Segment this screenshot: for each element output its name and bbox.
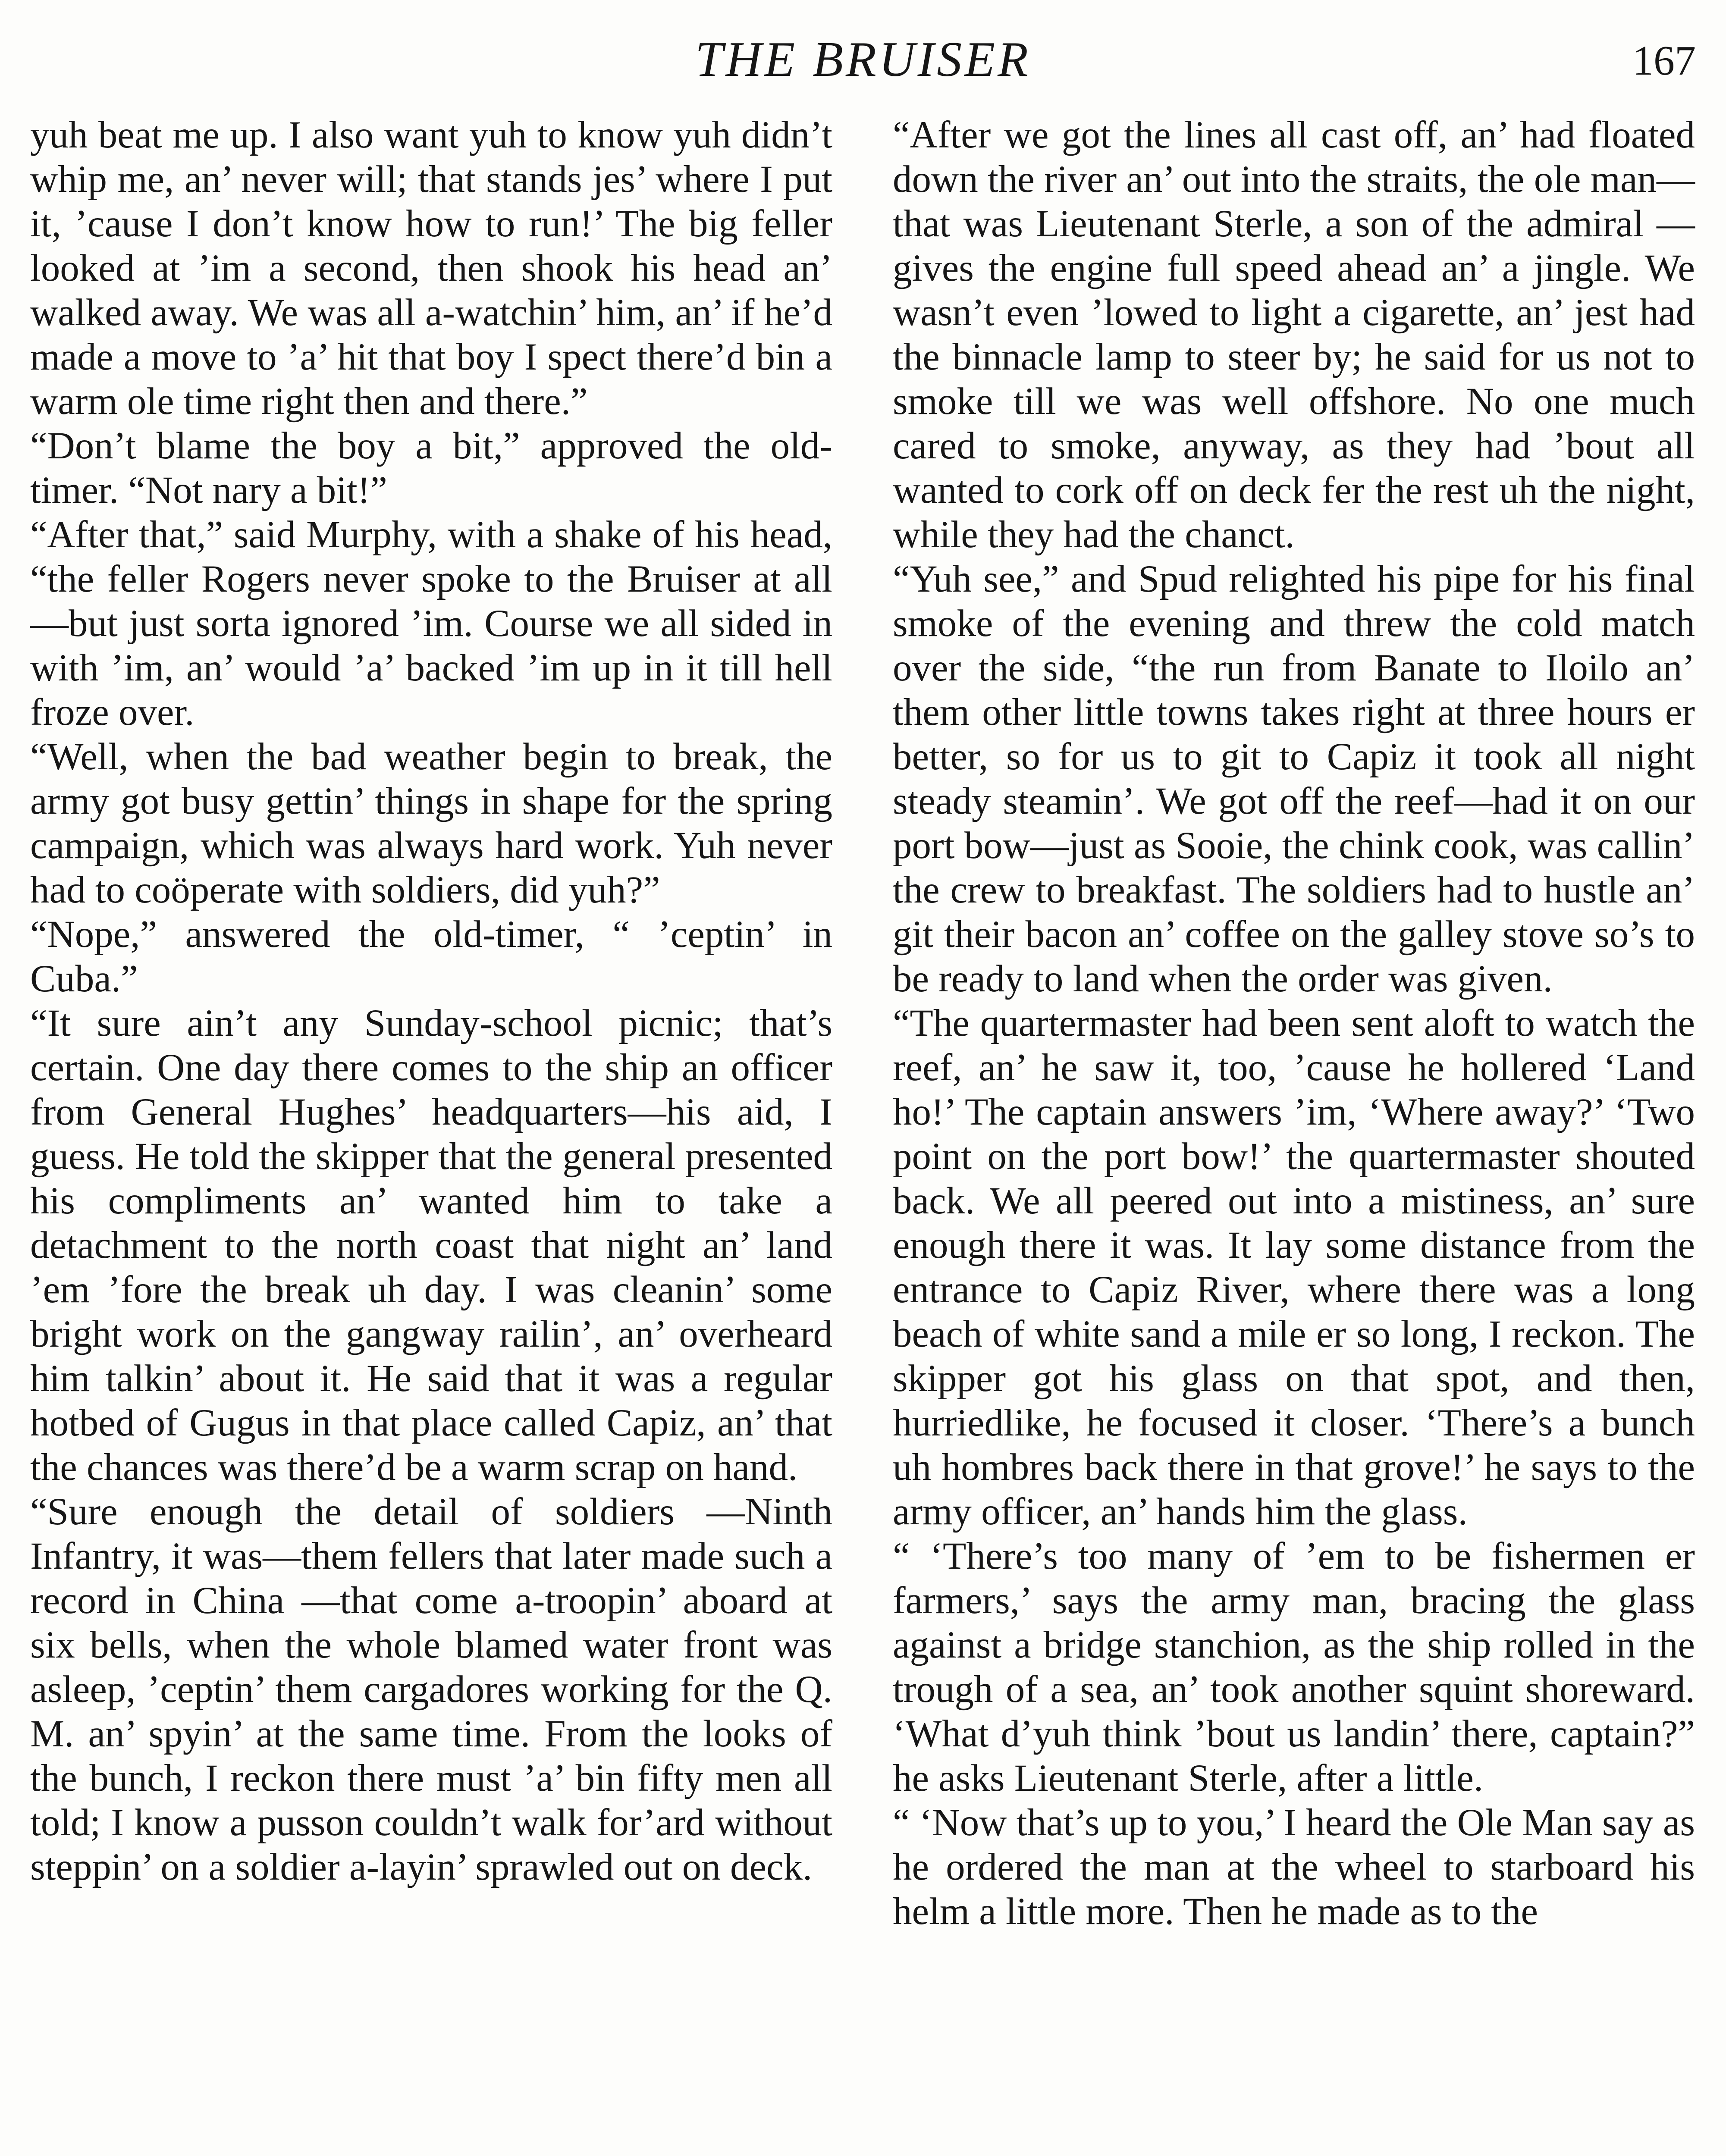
paragraph: “The quartermaster had been sent aloft to watch the reef, an’ he saw it, too, ’cause he hollered ‘Land ho!’ The captain answers ’im, ‘Where away?’ ‘Two point on the port bow!’ the quartermaster shouted back. We all peered out into a mistiness, an’ sure enough there it was. It lay some distance from the entrance to Capiz River, where there was a long beach of white sand a mile er so long, I reckon. The skipper got his glass on that spot, and then, hurriedlike, he focused it closer. ‘There’s a bunch uh hombres back there in that grove!’ he says to the army officer, an’ hands him the glass.: [893, 1002, 1695, 1533]
paragraph: “Well, when the bad weather begin to break, the army got busy gettin’ things in shape for the spring campaign, which was always hard work. Yuh never had to coöperate with soldiers, did yuh?”: [30, 736, 832, 911]
page-number: 167: [1632, 38, 1696, 84]
left-column: [30, 113, 832, 1890]
right-column: [893, 113, 1695, 1934]
paragraph: “Sure enough the detail of soldiers —Ninth Infantry, it was—them fellers that later made such a record in China —that come a-troopin’ aboard at six bells, when the whole blamed water front was asleep, ’ceptin’ them cargadores working for the Q. M. an’ spyin’ at the same time. From the looks of the bunch, I reckon there must ’a’ bin fifty men all told; I know a pusson couldn’t walk for’ard without steppin’ on a soldier a-layin’ sprawled out on deck.: [30, 1491, 832, 1888]
running-header-title: THE BRUISER: [695, 32, 1031, 87]
paragraph: “Don’t blame the boy a bit,” approved the old-timer. “Not nary a bit!”: [30, 425, 832, 511]
paragraph: “ ‘There’s too many of ’em to be fishermen er farmers,’ says the army man, bracing the glass against a bridge stanchion, as the ship rolled in the trough of a sea, an’ took another squint shoreward. ‘What d’yuh think ’bout us landin’ there, captain?” he asks Lieutenant Sterle, after a little.: [893, 1535, 1695, 1799]
paragraph: “Nope,” answered the old-timer, “ ’ceptin’ in Cuba.”: [30, 913, 832, 1000]
paragraph: “After we got the lines all cast off, an’ had floated down the river an’ out into the straits, the ole man—that was Lieutenant Sterle, a son of the admiral —gives the engine full speed ahead an’ a jingle. We wasn’t even ’lowed to light a cigarette, an’ jest had the binnacle lamp to steer by; he said for us not to smoke till we was well offshore. No one much cared to smoke, anyway, as they had ’bout all wanted to cork off on deck fer the rest uh the night, while they had the chanct.: [893, 114, 1695, 556]
paragraph: “After that,” said Murphy, with a shake of his head, “the feller Rogers never spoke to the Bruiser at all—but just sorta ignored ’im. Course we all sided in with ’im, an’ would ’a’ backed ’im up in it till hell froze over.: [30, 514, 832, 733]
paragraph: “It sure ain’t any Sunday-school picnic; that’s certain. One day there comes to the ship an officer from General Hughes’ headquarters—his aid, I guess. He told the skipper that the general presented his compliments an’ wanted him to take a detachment to the north coast that night an’ land ’em ’fore the break uh day. I was cleanin’ some bright work on the gangway railin’, an’ overheard him talkin’ about it. He said that it was a regular hotbed of Gugus in that place called Capiz, an’ that the chances was there’d be a warm scrap on hand.: [30, 1002, 832, 1489]
paragraph: “Yuh see,” and Spud relighted his pipe for his final smoke of the evening and threw the cold match over the side, “the run from Banate to Iloilo an’ them other little towns takes right at three hours er better, so for us to git to Capiz it took all night steady steamin’. We got off the reef—had it on our port bow—just as Sooie, the chink cook, was callin’ the crew to breakfast. The soldiers had to hustle an’ git their bacon an’ coffee on the galley stove so’s to be ready to land when the order was given.: [893, 558, 1695, 1000]
paragraph: yuh beat me up. I also want yuh to know yuh didn’t whip me, an’ never will; that stands jes’ where I put it, ’cause I don’t know how to run!’ The big feller looked at ’im a second, then shook his head an’ walked away. We was all a-watchin’ him, an’ if he’d made a move to ’a’ hit that boy I spect there’d bin a warm ole time right then and there.”: [30, 114, 832, 423]
paragraph: “ ‘Now that’s up to you,’ I heard the Ole Man say as he ordered the man at the wheel to starboard his helm a little more. Then he made as to the: [893, 1802, 1695, 1933]
